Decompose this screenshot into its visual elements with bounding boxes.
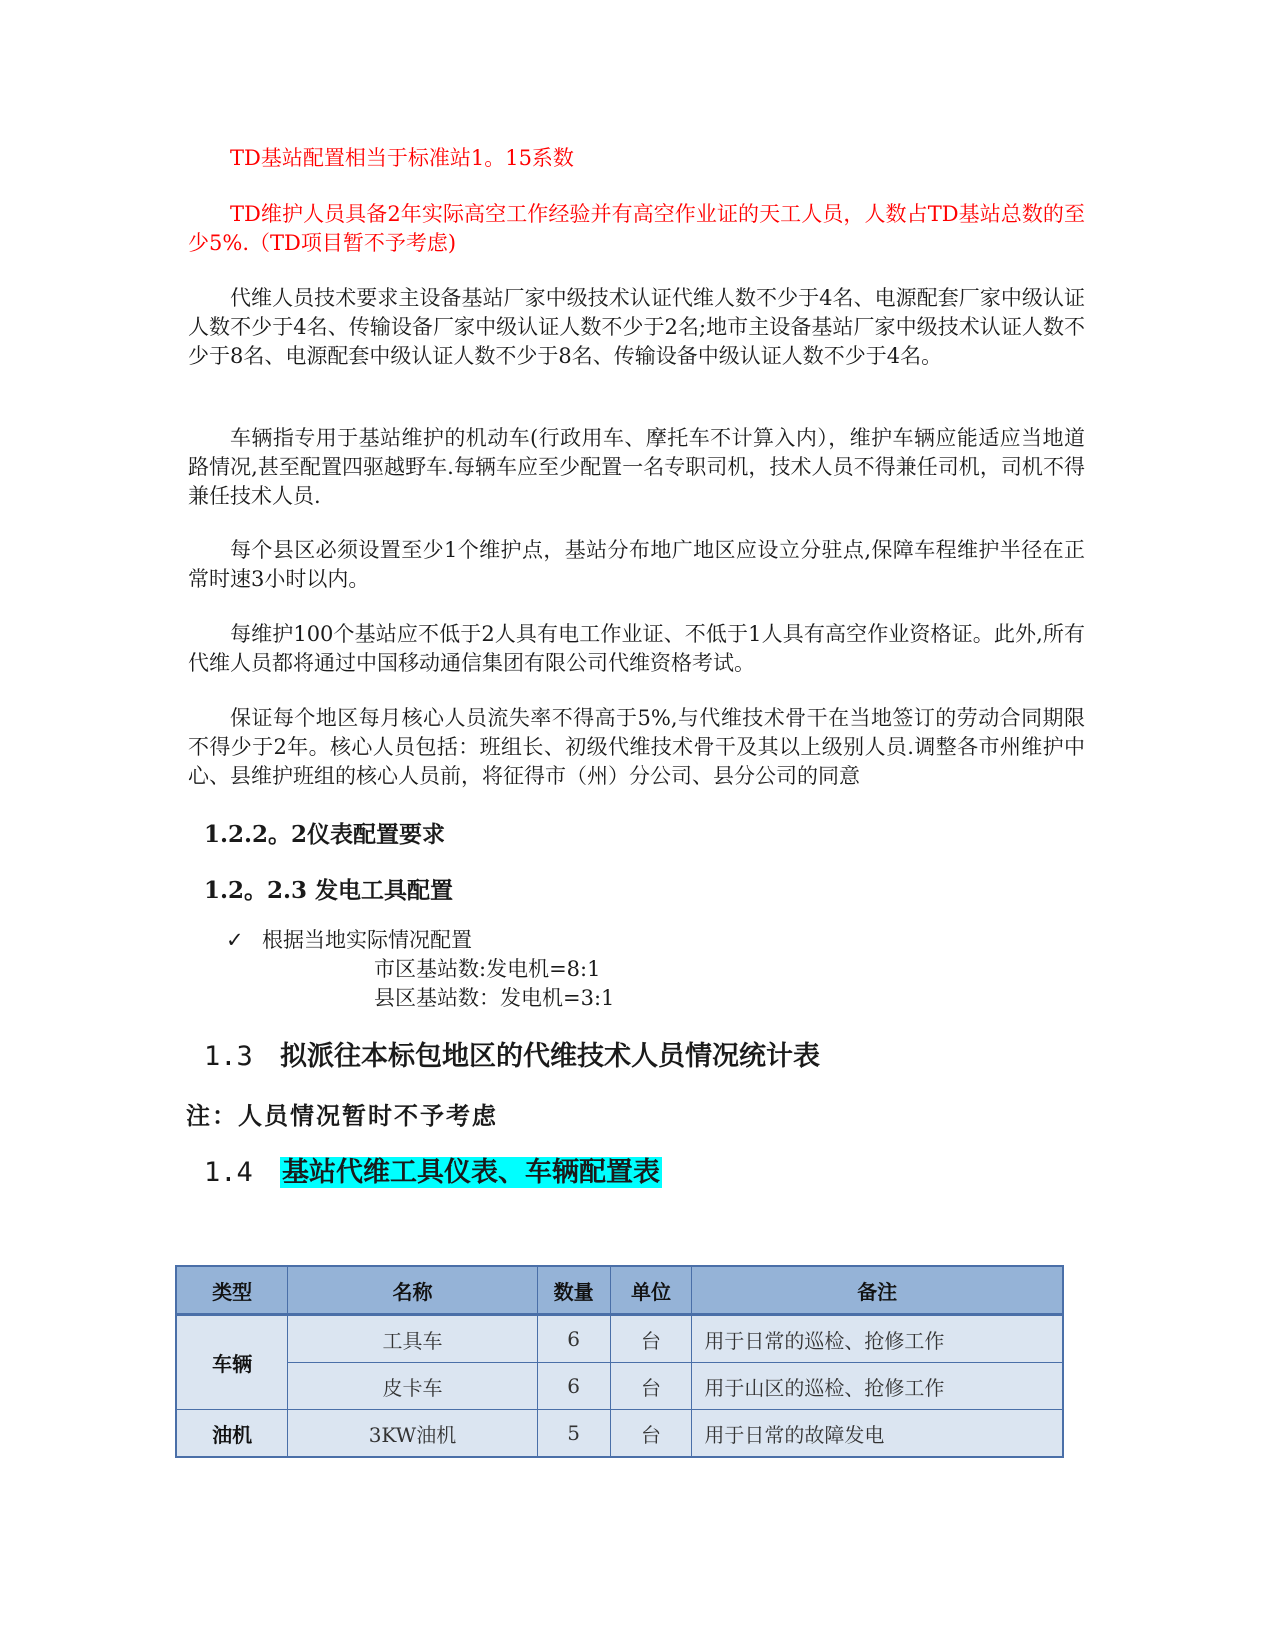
remark-cell: 用于山区的巡检、抢修工作 (692, 1363, 1063, 1410)
heading-1-4-text: 基站代维工具仪表、车辆配置表 (282, 1157, 660, 1188)
header-type: 类型 (176, 1266, 288, 1315)
name-cell: 皮卡车 (288, 1363, 537, 1410)
header-quantity: 数量 (537, 1266, 610, 1315)
header-remark: 备注 (692, 1266, 1063, 1315)
table-row (176, 1315, 1063, 1363)
type-cell-vehicle: 车辆 (176, 1315, 288, 1410)
unit-cell: 台 (610, 1410, 692, 1458)
quantity-cell: 6 (537, 1315, 610, 1363)
header-unit: 单位 (610, 1266, 692, 1315)
paragraph-staff-retention: 保证每个地区每月核心人员流失率不得高于5%,与代维技术骨干在当地签订的劳动合同期限不得少于2年。核心人员包括：班组长、初级代维技术骨干及其以上级别人员.调整各市州维护中心、县维护班组的核心人员前，将征得市（州）分公司、县分公司的同意 (188, 706, 1085, 788)
checkmark-icon: ✓ (226, 928, 244, 952)
heading-1-4-number: 1.4 (204, 1157, 253, 1188)
checklist-item-text: 根据当地实际情况配置 (262, 928, 472, 952)
heading-1-4 (204, 1150, 662, 1189)
note-staff: 注：人员情况暂时不予考虑 (186, 1101, 498, 1130)
header-name: 名称 (288, 1266, 537, 1315)
heading-1-3-text: 拟派往本标包地区的代维技术人员情况统计表 (280, 1041, 820, 1072)
heading-1-3-number: 1.3 (204, 1041, 253, 1072)
type-cell-generator: 油机 (176, 1410, 288, 1458)
paragraph-certificates: 每维护100个基站应不低于2人具有电工作业证、不低于1人具有高空作业资格证。此外,所有代维人员都将通过中国移动通信集团有限公司代维资格考试。 (188, 622, 1085, 675)
equipment-vehicle-table (175, 1265, 1064, 1458)
table-row (176, 1363, 1063, 1410)
name-cell: 3KW油机 (288, 1410, 537, 1458)
quantity-cell: 5 (537, 1410, 610, 1458)
unit-cell: 台 (610, 1315, 692, 1363)
heading-1-2-2-3: 1.2。2.3 发电工具配置 (204, 877, 454, 904)
table-row (176, 1410, 1063, 1458)
ratio-county: 县区基站数：发电机=3:1 (374, 986, 615, 1010)
paragraph-td-staff: TD维护人员具备2年实际高空工作经验并有高空作业证的天工人员，人数占TD基站总数的至少5%.（TD项目暂不予考虑) (188, 202, 1085, 255)
paragraph-vehicles: 车辆指专用于基站维护的机动车(行政用车、摩托车不计算入内），维护车辆应能适应当地道路情况,甚至配置四驱越野车.每辆车应至少配置一名专职司机，技术人员不得兼任司机，司机不得兼任技术人员. (188, 426, 1085, 508)
remark-cell: 用于日常的巡检、抢修工作 (692, 1315, 1063, 1363)
paragraph-staff-tech-requirements: 代维人员技术要求主设备基站厂家中级技术认证代维人数不少于4名、电源配套厂家中级认证人数不少于4名、传输设备厂家中级认证人数不少于2名;地市主设备基站厂家中级技术认证人数不少于8名、电源配套中级认证人数不少于8名、传输设备中级认证人数不少于4名。 (188, 286, 1085, 368)
ratio-urban: 市区基站数:发电机=8:1 (374, 957, 601, 981)
paragraph-td-config: TD基站配置相当于标准站1。15系数 (230, 146, 574, 170)
name-cell: 工具车 (288, 1315, 537, 1363)
heading-1-3 (204, 1034, 820, 1073)
quantity-cell: 6 (537, 1363, 610, 1410)
paragraph-maintenance-points: 每个县区必须设置至少1个维护点，基站分布地广地区应设立分驻点,保障车程维护半径在正常时速3小时以内。 (188, 538, 1085, 591)
checklist-item (226, 926, 472, 955)
remark-cell: 用于日常的故障发电 (692, 1410, 1063, 1458)
table-header-row (176, 1266, 1063, 1315)
heading-1-2-2-2: 1.2.2。2仪表配置要求 (204, 821, 446, 848)
unit-cell: 台 (610, 1363, 692, 1410)
